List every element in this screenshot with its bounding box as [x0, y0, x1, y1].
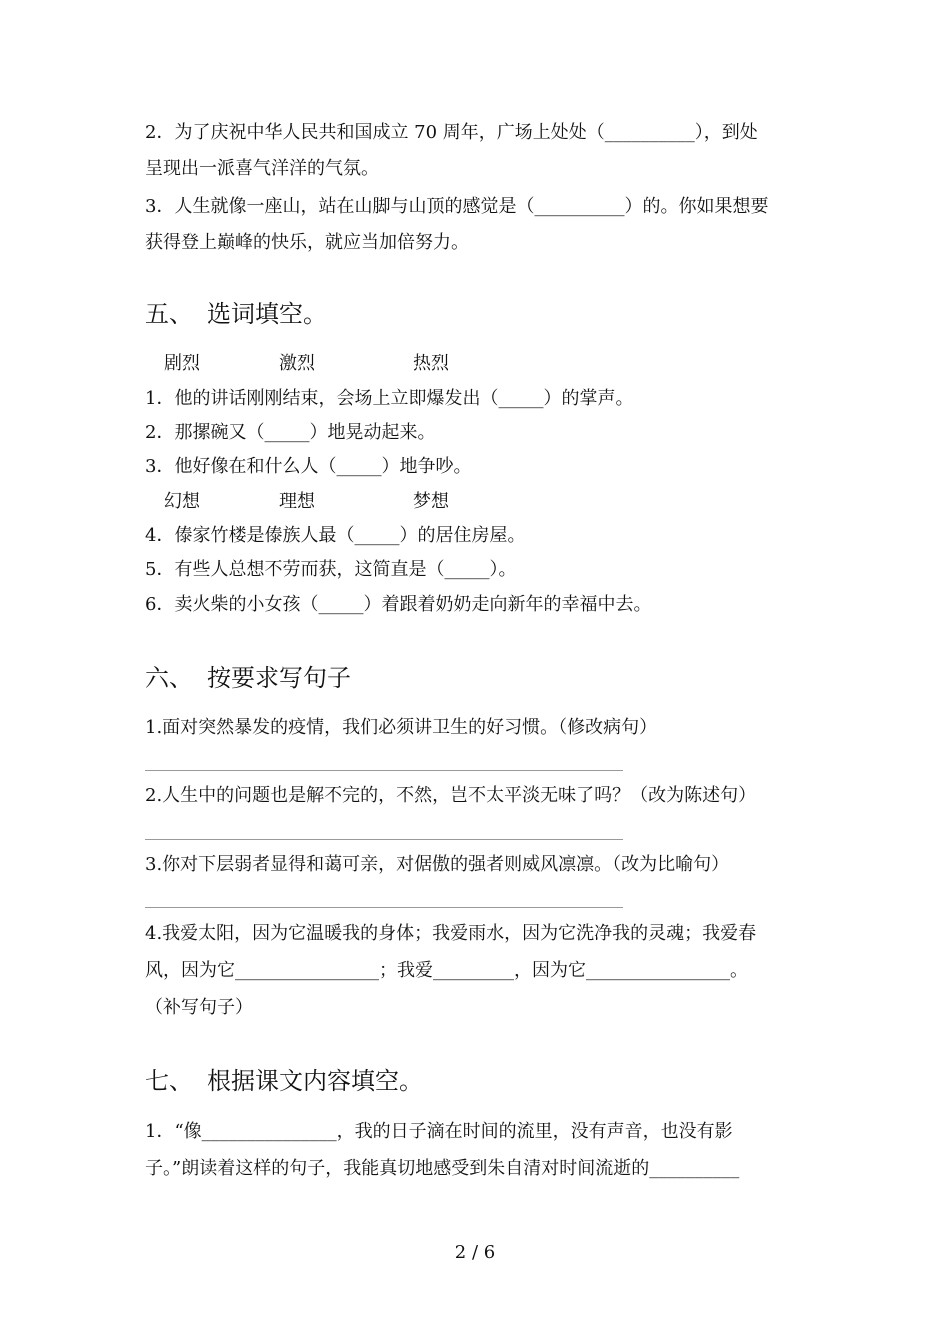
s5-q2: 2．那摞碗又（_____）地晃动起来。: [145, 422, 436, 443]
section6-heading: [145, 663, 351, 693]
s4-q3-line1: 3．人生就像一座山，站在山脚与山顶的感觉是（__________）的。你如果想要: [145, 196, 769, 217]
s6-q3: 3.你对下层弱者显得和蔼可亲，对倨傲的强者则威风凛凛。（改为比喻句）: [145, 854, 730, 875]
word-option: 热烈: [413, 353, 449, 374]
s5-q4: 4．傣家竹楼是傣族人最（_____）的居住房屋。: [145, 525, 526, 546]
s4-q2-line1: 2．为了庆祝中华人民共和国成立 70 周年，广场上处处（__________），到处: [145, 122, 758, 143]
page-number: 2 / 6: [454, 1242, 496, 1263]
section5-number: 五、: [145, 300, 193, 328]
s4-q3-line2: 获得登上巅峰的快乐，就应当加倍努力。: [145, 232, 469, 253]
s5-q5: 5．有些人总想不劳而获，这简直是（_____）。: [145, 559, 517, 580]
s5-q6: 6．卖火柴的小女孩（_____）着跟着奶奶走向新年的幸福中去。: [145, 594, 652, 615]
section6-number: 六、: [145, 664, 193, 692]
word-option: 梦想: [413, 491, 449, 512]
answer-line[interactable]: [145, 770, 623, 771]
section7-number: 七、: [145, 1067, 193, 1095]
word-option: 幻想: [164, 491, 200, 512]
section5-title: 选词填空。: [207, 300, 327, 328]
answer-line[interactable]: [145, 907, 623, 908]
s4-q2-line2: 呈现出一派喜气洋洋的气氛。: [145, 158, 379, 179]
section5-heading: [145, 299, 327, 329]
word-option: 理想: [279, 491, 315, 512]
s5-q1: 1．他的讲话刚刚结束，会场上立即爆发出（_____）的掌声。: [145, 388, 634, 409]
s6-q2: 2.人生中的问题也是解不完的，不然，岂不太平淡无味了吗？（改为陈述句）: [145, 785, 757, 806]
answer-line[interactable]: [145, 839, 623, 840]
s7-q1-line2: 子。”朗读着这样的句子，我能真切地感受到朱自清对时间流逝的__________: [145, 1158, 740, 1179]
s6-q1: 1.面对突然暴发的疫情，我们必须讲卫生的好习惯。（修改病句）: [145, 717, 658, 738]
s7-q1-line1: 1．“像_______________，我的日子滴在时间的流里，没有声音，也没有影: [145, 1121, 733, 1142]
s6-q4-line1: 4.我爱太阳，因为它温暖我的身体；我爱雨水，因为它洗净我的灵魂；我爱春: [145, 923, 757, 944]
section6-title: 按要求写句子: [207, 664, 351, 692]
section7-title: 根据课文内容填空。: [207, 1067, 423, 1095]
s6-q4-line3: （补写句子）: [145, 997, 253, 1018]
word-option: 激烈: [279, 353, 315, 374]
section7-heading: [145, 1066, 423, 1096]
s6-q4-line2: 风，因为它________________；我爱_________，因为它________________。: [145, 960, 748, 981]
s5-q3: 3．他好像在和什么人（_____）地争吵。: [145, 456, 472, 477]
word-option: 剧烈: [164, 353, 200, 374]
